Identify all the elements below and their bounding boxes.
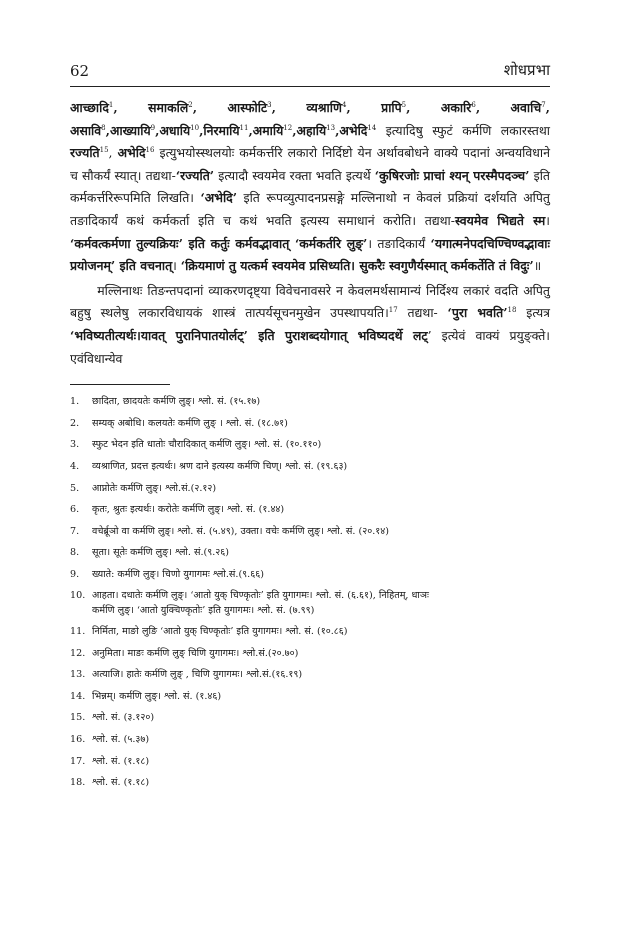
quote: स्वयमेव भिद्यते स्म — [454, 212, 546, 228]
footnote-item — [70, 434, 550, 456]
footnote-ref: 16 — [145, 146, 155, 155]
journal-title: शोधप्रभा — [503, 61, 550, 79]
text: इत्यादौ स्वयमेव रक्ता भवति इत्यर्थे — [214, 167, 375, 183]
footnote-text: श्लो. सं. (१.१८) — [92, 755, 150, 767]
footnote-ref: 6 — [471, 100, 476, 109]
footnote-text: अत्याजि। हातेः कर्मणि लुङ् , चिणि युगागमः। श्लो.सं.(१६.१९) — [92, 669, 303, 681]
footnote-item — [70, 664, 550, 686]
word: ,अधायि — [155, 122, 191, 138]
footnote-item — [70, 564, 550, 586]
footnote-number: 15. — [70, 712, 86, 724]
footnote-item — [70, 391, 550, 413]
body-text — [70, 97, 550, 370]
footnote-item — [70, 686, 550, 708]
footnote-number: 13. — [70, 669, 86, 681]
word: रज्यति — [70, 145, 100, 161]
footnote-ref: 10 — [190, 123, 200, 132]
word: , समाकलि — [113, 100, 189, 115]
footnote-text: श्लो. सं. (५.३७) — [92, 734, 150, 746]
footnote-ref: 15 — [99, 146, 109, 155]
footnote-number: 12. — [70, 647, 86, 659]
footnote-number: 11. — [70, 626, 86, 638]
footnote-text: छादिता, छादयतेः कर्मणि लुङ्। श्लो. सं. (१५.१७) — [92, 396, 261, 408]
word: , अवाचि — [475, 100, 542, 115]
footnote-ref: 7 — [541, 100, 546, 109]
running-header — [70, 60, 550, 87]
text: इत्यादिषु स्फुटं कर्मणि लकारस्तथा — [376, 122, 550, 138]
footnote-ref: 11 — [239, 123, 249, 132]
paragraph-1 — [70, 97, 550, 278]
footnote-number: 9. — [70, 568, 80, 580]
word: , आस्फोटि — [192, 100, 268, 115]
footnote-item — [70, 478, 550, 500]
footnote-item — [70, 772, 550, 794]
footnote-item — [70, 521, 550, 543]
footnote-text: ख्याते: कर्मणि लुङ्। चिणो युगागमः श्लो.सं.(९.६६) — [92, 568, 264, 580]
quote: ‘अभेदि’ — [200, 190, 238, 206]
footnote-text: निर्मिता, माङो लुङि ‘आतो युक् चिण्कृतोः’ इति युगागमः। श्लो. सं. (१०.८६) — [92, 626, 348, 638]
word: अभेदि — [117, 145, 146, 161]
quote: ‘कुषिरजोः प्राचां श्यन् परस्मैपदञ्च’ — [374, 167, 530, 183]
text: इति कर्मकर्त्तरिरूपमिति लिखति। — [70, 167, 550, 206]
word: आच्छादि — [70, 100, 109, 115]
word: , प्रापि — [346, 100, 402, 115]
footnote-ref: 4 — [341, 100, 347, 109]
footnote-text: स्फुट भेदन इति धातोः चौरादिकात् कर्मणि लुङ्। श्लो. सं. (१०.११०) — [92, 439, 322, 451]
footnote-number: 4. — [70, 460, 80, 472]
footnote-number: 16. — [70, 734, 86, 746]
footnote-ref: 12 — [283, 123, 293, 132]
footnote-number: 6. — [70, 504, 80, 516]
footnote-item — [70, 499, 550, 521]
footnote-ref: 8 — [101, 123, 106, 132]
footnote-text: सूता। सूतेः कर्मणि लुङ्। श्लो. सं.(९.२६) — [92, 547, 230, 559]
footnote-text: श्लो. सं. (१.१८) — [92, 777, 150, 789]
footnote-number: 18. — [70, 777, 86, 789]
footnote-number: 2. — [70, 417, 80, 429]
footnote-text: अनुमिता। माङः कर्मणि लुङ् चिणि युगागमः। श्लो.सं.(२०.७०) — [92, 647, 299, 659]
text: ’ इत्येवं वाक्यं प्रयुङ्क्ते। एवंविधान्येव — [70, 327, 550, 366]
footnotes — [70, 391, 550, 794]
footnote-ref: 14 — [367, 123, 377, 132]
word: ,अमायि — [248, 122, 284, 138]
footnote-item — [70, 729, 550, 751]
footnote-ref: 17 — [388, 306, 398, 315]
text: इति रूपव्युत्पादनप्रसङ्गे मल्लिनाथो न केवलं प्रक्रियां दर्शयति अपितु तङादिकार्यं कथं कर्मकर्ता इति च कथं भवति इत्यस्य समाधानं करोति। तद्यथा- — [70, 190, 550, 228]
footnote-ref: 1 — [108, 100, 114, 109]
text: , — [108, 145, 118, 161]
quote: ‘क्रियमाणं तु यत्कर्म स्वयमेव प्रसिध्यति। सुकरैः स्वगुणैर्यस्मात् कर्मकर्तेति तं विदुः’ — [180, 258, 534, 274]
text: इत्यत्र — [516, 305, 550, 321]
text: मल्लिनाथः तिङन्तपदानां व्याकरणदृष्ट्या विवेचनावसरे न केवलमर्थसामान्यं निर्दिश्य लकारं वदति अपितु बहुषु स्थलेषु लकारविधायकं शास्त्रं तात्पर्यसूचनमुखेन उपस्थापयति। — [70, 282, 550, 321]
footnote-ref: 9 — [150, 123, 156, 132]
page-number: 62 — [70, 62, 90, 80]
footnote-number: 1. — [70, 396, 80, 408]
footnote-divider — [70, 384, 170, 385]
word: ,आख्यायि — [105, 122, 151, 138]
footnote-text: वचेर्ब्रूञो वा कर्मणि लुङ्। श्लो. सं. (५.४९), उक्ता। वचेः कर्मणि लुङ्। श्लो. सं. (२०.१४) — [92, 525, 389, 537]
footnote-item — [70, 621, 550, 643]
footnote-ref: 2 — [188, 100, 193, 109]
footnote-ref: 3 — [267, 100, 272, 109]
footnote-text: कृतः, श्रुतः इत्यर्थः। करोतेः कर्मणि लुङ्। श्लो. सं. (१.४४) — [92, 504, 285, 516]
footnote-continuation: कर्मणि लुङ्। ‘आतो युक्चिण्कृतोः’ इति युगागमः। श्लो. सं. (७.९९) — [92, 605, 315, 617]
text: ॥ — [533, 258, 542, 274]
word: , अकारि — [406, 100, 472, 115]
paragraph-2 — [70, 280, 550, 370]
footnote-item — [70, 542, 550, 564]
word: , असावि — [70, 100, 550, 138]
word: ,निरमायि — [199, 122, 240, 138]
quote: ‘पुरा भवति’ — [447, 305, 508, 321]
text: इत्युभयोस्स्थलयोः कर्मकर्त्तरि लकारो निर्दिष्टो येन अर्थावबोधने वाक्ये पदानां अन्वयविधाने च सौकर्यं स्यात्। तद्यथा- — [70, 145, 550, 183]
footnote-item — [70, 413, 550, 435]
footnote-text: व्यश्राणित, प्रदत्त इत्यर्थः। श्रण दाने इत्यस्य कर्मणि चिण्। श्लो. सं. (१९.६३) — [92, 460, 348, 472]
footnote-number: 5. — [70, 482, 80, 494]
footnote-ref: 18 — [507, 306, 517, 315]
footnote-text: श्लो. सं. (३.१२०) — [92, 712, 155, 724]
footnote-number: 17. — [70, 755, 86, 767]
footnote-number: 10. — [70, 590, 86, 602]
footnote-text: आप्नोतेः कर्मणि लुङ्। श्लो.सं.(२.१२) — [92, 482, 217, 494]
footnote-item — [70, 751, 550, 773]
footnote-number: 8. — [70, 547, 80, 559]
text: । — [545, 212, 550, 228]
footnote-item — [70, 456, 550, 478]
footnote-item — [70, 707, 550, 729]
footnote-ref: 13 — [326, 123, 336, 132]
text: । — [172, 258, 181, 274]
quote: ‘रज्यति’ — [175, 167, 215, 183]
word: ,अभेदि — [335, 122, 368, 138]
page — [70, 60, 550, 794]
footnote-text: भिन्नम्। कर्मणि लुङ्। श्लो. सं. (१.४६) — [92, 690, 222, 702]
footnote-ref: 5 — [401, 100, 407, 109]
word: ,अहायि — [292, 122, 327, 138]
text: तद्यथा- — [397, 305, 448, 321]
footnote-text: सम्यक् अबोधि। कलयतेः कर्मणि लुङ् । श्लो. सं. (१८.७१) — [92, 417, 288, 429]
footnote-text: आहता। दधातेः कर्मणि लुङ्। ‘आतो युक् चिण्कृतोः’ इति युगागमः। श्लो. सं. (६.६१), निहितम्, धाञः — [92, 590, 429, 602]
footnote-item — [70, 643, 550, 665]
quote: ‘कर्मवत्कर्मणा तुल्यक्रियः’ इति कर्तुः कर्मवद्भावात् ‘कर्मकर्तरि लुङ्’ — [70, 235, 368, 251]
footnote-number: 7. — [70, 525, 80, 537]
quote: ‘भविष्यतीत्यर्थः।यावत् पुरानिपातयोर्लट्’ इति पुराशब्दयोगात् भविष्यदर्थे लट् — [70, 327, 428, 343]
word: , व्यश्राणि — [271, 100, 342, 115]
quote: ‘यगात्मनेपदचिण्चिण्वद्भावाः प्रयोजनम्’ इति वचनात् — [70, 235, 550, 274]
text: । तङादिकार्यं — [367, 235, 431, 251]
footnote-number: 3. — [70, 439, 80, 451]
footnote-number: 14. — [70, 690, 86, 702]
